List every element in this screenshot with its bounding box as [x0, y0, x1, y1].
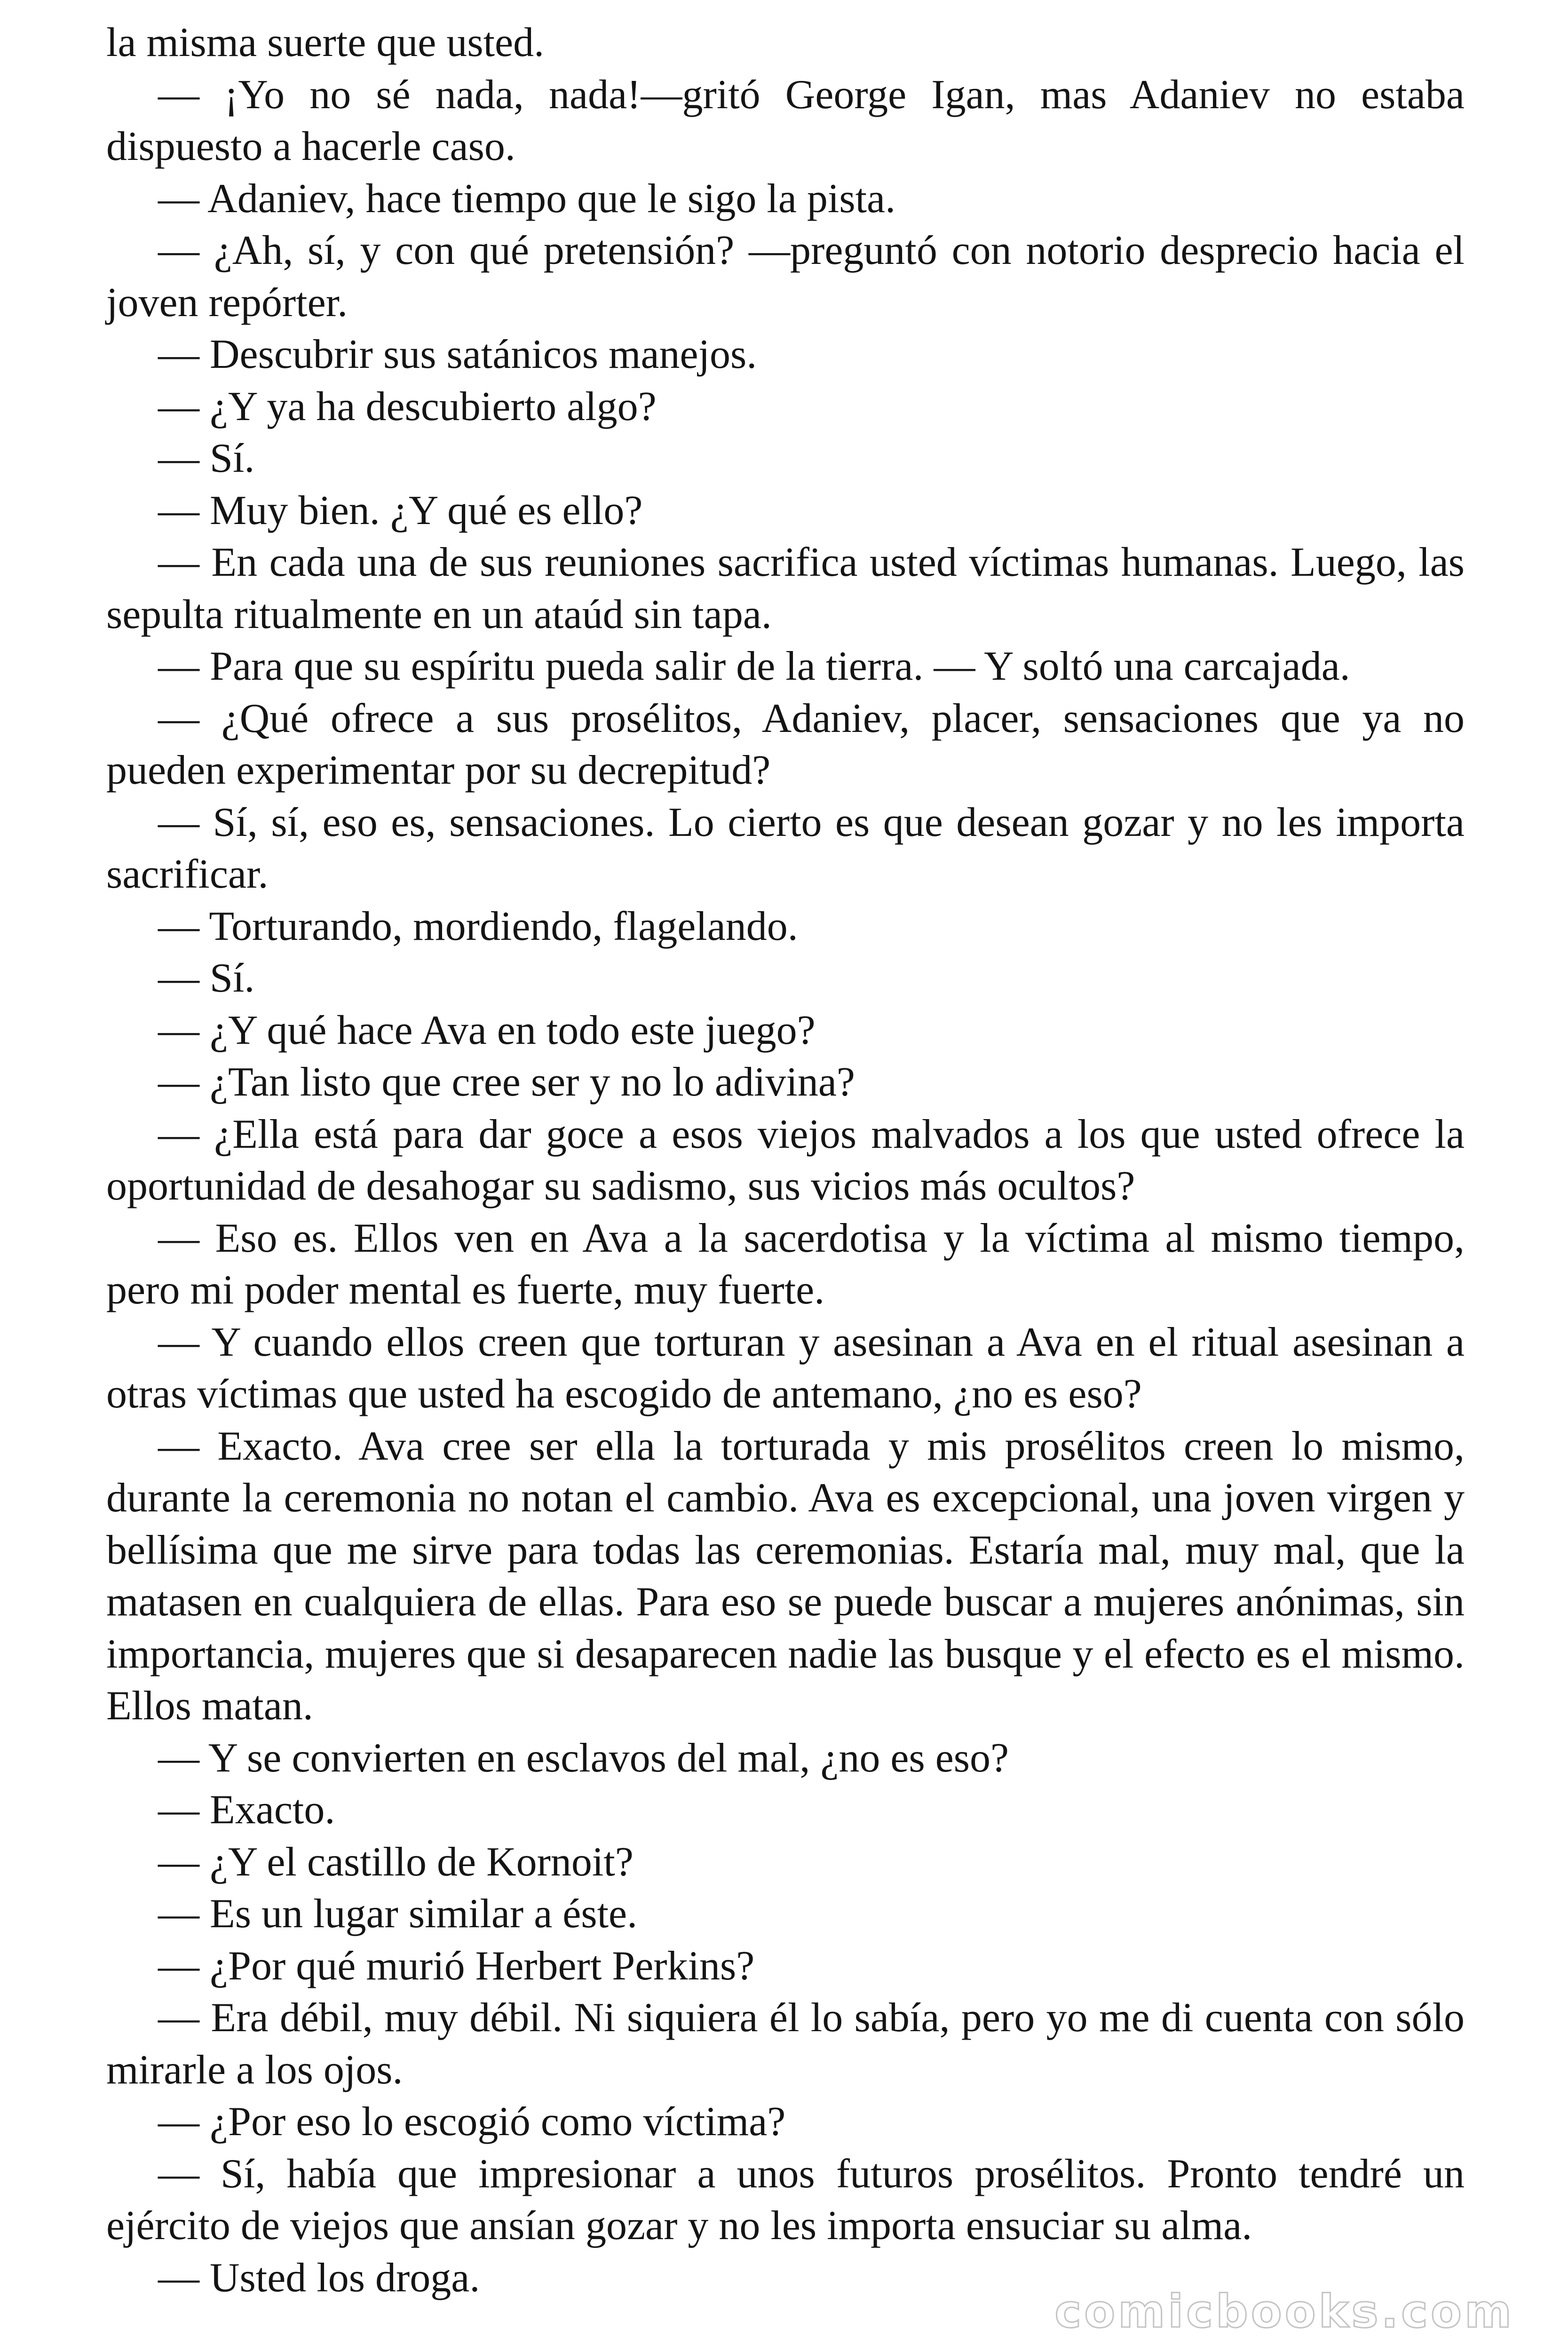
- paragraph: — Descubrir sus satánicos manejos.: [158, 332, 757, 377]
- paragraph: — ¿Ella está para dar goce a esos viejos malvados a los que usted ofrece la oportunidad de desahogar su sadismo, sus vicios más ocultos?: [106, 1111, 1465, 1209]
- paragraph: — Exacto. Ava cree ser ella la torturada y mis prosélitos creen lo mismo, durante la ceremonia no notan el cambio. Ava es excepcional, una joven virgen y bellísima que me sirve para todas las ceremonias. Estaría mal, muy mal, que la matasen en cualquiera de ellas. Para eso se puede buscar a mujeres anónimas, sin importancia, mujeres que si desaparecen nadie las busque y el efecto es el mismo. Ellos matan.: [106, 1423, 1465, 1729]
- paragraph: — Torturando, mordiendo, flagelando.: [158, 903, 798, 949]
- paragraph: — En cada una de sus reuniones sacrifica usted víctimas humanas. Luego, las sepulta ritualmente en un ataúd sin tapa.: [106, 540, 1465, 637]
- paragraph: — Sí.: [158, 436, 255, 481]
- page-body-text: [106, 17, 1465, 2304]
- paragraph: — ¿Por qué murió Herbert Perkins?: [158, 1943, 755, 1989]
- paragraph: — ¿Tan listo que cree ser y no lo adivina?: [158, 1059, 855, 1105]
- paragraph: — Es un lugar similar a éste.: [158, 1891, 638, 1937]
- paragraph: — Muy bien. ¿Y qué es ello?: [158, 487, 643, 533]
- paragraph: — Sí.: [158, 955, 255, 1001]
- paragraph: — ¿Y qué hace Ava en todo este juego?: [158, 1007, 816, 1053]
- paragraph: — Para que su espíritu pueda salir de la tierra. — Y soltó una carcajada.: [158, 644, 1350, 689]
- paragraph: — Usted los droga.: [158, 2255, 480, 2301]
- paragraph: — ¿Y ya ha descubierto algo?: [158, 383, 657, 429]
- paragraph: — Sí, sí, eso es, sensaciones. Lo cierto es que desean gozar y no les importa sacrificar.: [106, 799, 1465, 897]
- paragraph: — ¡Yo no sé nada, nada!—gritó George Igan, mas Adaniev no estaba dispuesto a hacerle caso.: [106, 72, 1465, 169]
- paragraph: — Y se convierten en esclavos del mal, ¿no es eso?: [158, 1735, 1009, 1781]
- paragraph: — Y cuando ellos creen que torturan y asesinan a Ava en el ritual asesinan a otras víctimas que usted ha escogido de antemano, ¿no es eso?: [106, 1319, 1465, 1417]
- paragraph: — Era débil, muy débil. Ni siquiera él lo sabía, pero yo me di cuenta con sólo mirarle a los ojos.: [106, 1995, 1465, 2093]
- paragraph: — ¿Ah, sí, y con qué pretensión? —preguntó con notorio desprecio hacia el joven repórter.: [106, 228, 1465, 326]
- paragraph: — Exacto.: [158, 1787, 335, 1833]
- watermark: comicbooks.com: [1054, 2285, 1514, 2338]
- paragraph: — Adaniev, hace tiempo que le sigo la pista.: [158, 175, 896, 222]
- paragraph: — ¿Por eso lo escogió como víctima?: [158, 2099, 786, 2145]
- paragraph: — Eso es. Ellos ven en Ava a la sacerdotisa y la víctima al mismo tiempo, pero mi poder mental es fuerte, muy fuerte.: [106, 1215, 1465, 1313]
- paragraph: — ¿Y el castillo de Kornoit?: [158, 1839, 634, 1885]
- paragraph: — Sí, había que impresionar a unos futuros prosélitos. Pronto tendré un ejército de viejos que ansían gozar y no les importa ensuciar su alma.: [106, 2151, 1465, 2249]
- paragraph: la misma suerte que usted.: [106, 20, 545, 65]
- paragraph: — ¿Qué ofrece a sus prosélitos, Adaniev, placer, sensaciones que ya no pueden experimentar por su decrepitud?: [106, 695, 1465, 793]
